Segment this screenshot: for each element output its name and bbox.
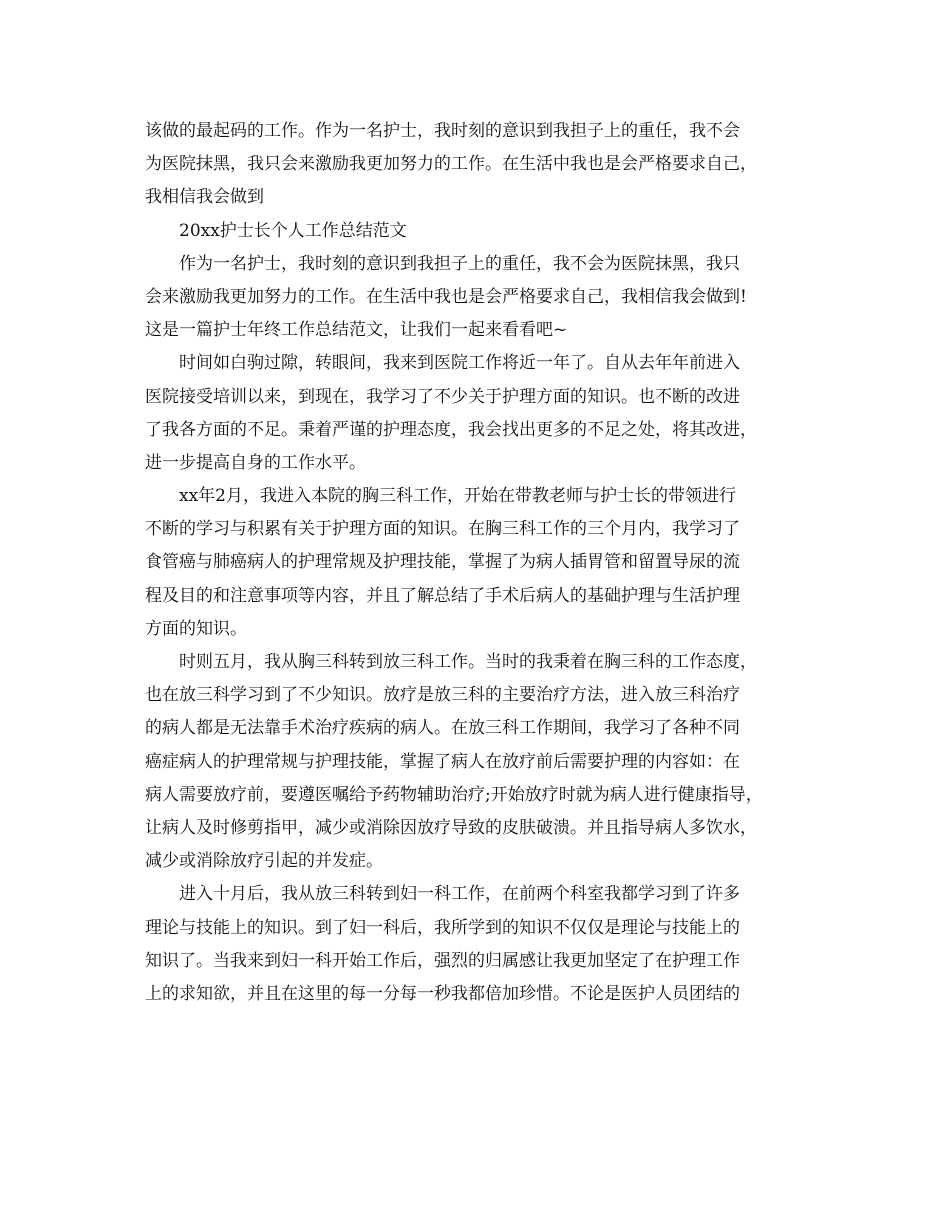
text-line: 食管癌与肺癌病人的护理常规及护理技能，掌握了为病人插胃管和留置导尿的流 bbox=[145, 552, 740, 573]
text-line: xx年2月，我进入本院的胸三科工作，开始在带教老师与护士长的带领进行 bbox=[179, 486, 736, 507]
text-line: 方面的知识。 bbox=[145, 618, 247, 639]
text-line: 作为一名护士，我时刻的意识到我担子上的重任，我不会为医院抹黑，我只 bbox=[179, 253, 740, 274]
text-line: 让病人及时修剪指甲，减少或消除因放疗导致的皮肤破溃。并且指导病人多饮水， bbox=[145, 817, 757, 838]
text-line: 知识了。当我来到妇一科开始工作后，强烈的归属感让我更加坚定了在护理工作 bbox=[145, 950, 740, 971]
text-line: 减少或消除放疗引起的并发症。 bbox=[145, 851, 383, 872]
text-line: 程及目的和注意事项等内容，并且了解总结了手术后病人的基础护理与生活护理 bbox=[145, 585, 740, 606]
text-line: 了我各方面的不足。秉着严谨的护理态度，我会找出更多的不足之处，将其改进， bbox=[145, 419, 757, 440]
text-line: 为医院抹黑，我只会来激励我更加努力的工作。在生活中我也是会严格要求自己， bbox=[145, 154, 757, 175]
paragraph bbox=[145, 248, 815, 348]
text-line: 我相信我会做到 bbox=[145, 187, 264, 208]
text-line: 时间如白驹过隙，转眼间，我来到医院工作将近一年了。自从去年年前进入 bbox=[179, 353, 740, 374]
paragraph bbox=[145, 347, 815, 480]
text-line: 进入十月后，我从放三科转到妇一科工作，在前两个科室我都学习到了许多 bbox=[179, 884, 740, 905]
text-line: 该做的最起码的工作。作为一名护士，我时刻的意识到我担子上的重任，我不会 bbox=[145, 121, 740, 141]
text-line: 病人需要放疗前，要遵医嘱给予药物辅助治疗;开始放疗时就为病人进行健康指导， bbox=[145, 784, 763, 805]
section-title bbox=[145, 215, 815, 248]
text-line: 上的求知欲，并且在这里的每一分每一秒我都倍加珍惜。不论是医护人员团结的 bbox=[145, 983, 740, 1004]
document-body bbox=[145, 115, 815, 1011]
text-line: 也在放三科学习到了不少知识。放疗是放三科的主要治疗方法，进入放三科治疗 bbox=[145, 685, 740, 706]
paragraph bbox=[145, 480, 815, 646]
text-line: 的病人都是无法靠手术治疗疾病的病人。在放三科工作期间，我学习了各种不同 bbox=[145, 718, 740, 739]
section-title-text: 20xx护士长个人工作总结范文 bbox=[179, 220, 407, 241]
text-line: 医院接受培训以来，到现在，我学习了不少关于护理方面的知识。也不断的改进 bbox=[145, 386, 740, 407]
paragraph bbox=[145, 878, 815, 1011]
text-line: 理论与技能上的知识。到了妇一科后，我所学到的知识不仅仅是理论与技能上的 bbox=[145, 917, 740, 938]
text-line: 这是一篇护士年终工作总结范文，让我们一起来看看吧~ bbox=[145, 320, 568, 341]
paragraph bbox=[145, 646, 815, 878]
text-line: 不断的学习与积累有关于护理方面的知识。在胸三科工作的三个月内，我学习了 bbox=[145, 519, 740, 540]
text-line: 时则五月，我从胸三科转到放三科工作。当时的我秉着在胸三科的工作态度， bbox=[179, 652, 757, 672]
paragraph-continued bbox=[145, 115, 815, 215]
text-line: 癌症病人的护理常规与护理技能，掌握了病人在放疗前后需要护理的内容如：在 bbox=[145, 751, 740, 772]
text-line: 会来激励我更加努力的工作。在生活中我也是会严格要求自己，我相信我会做到! bbox=[145, 286, 747, 307]
text-line: 进一步提高自身的工作水平。 bbox=[145, 452, 366, 473]
